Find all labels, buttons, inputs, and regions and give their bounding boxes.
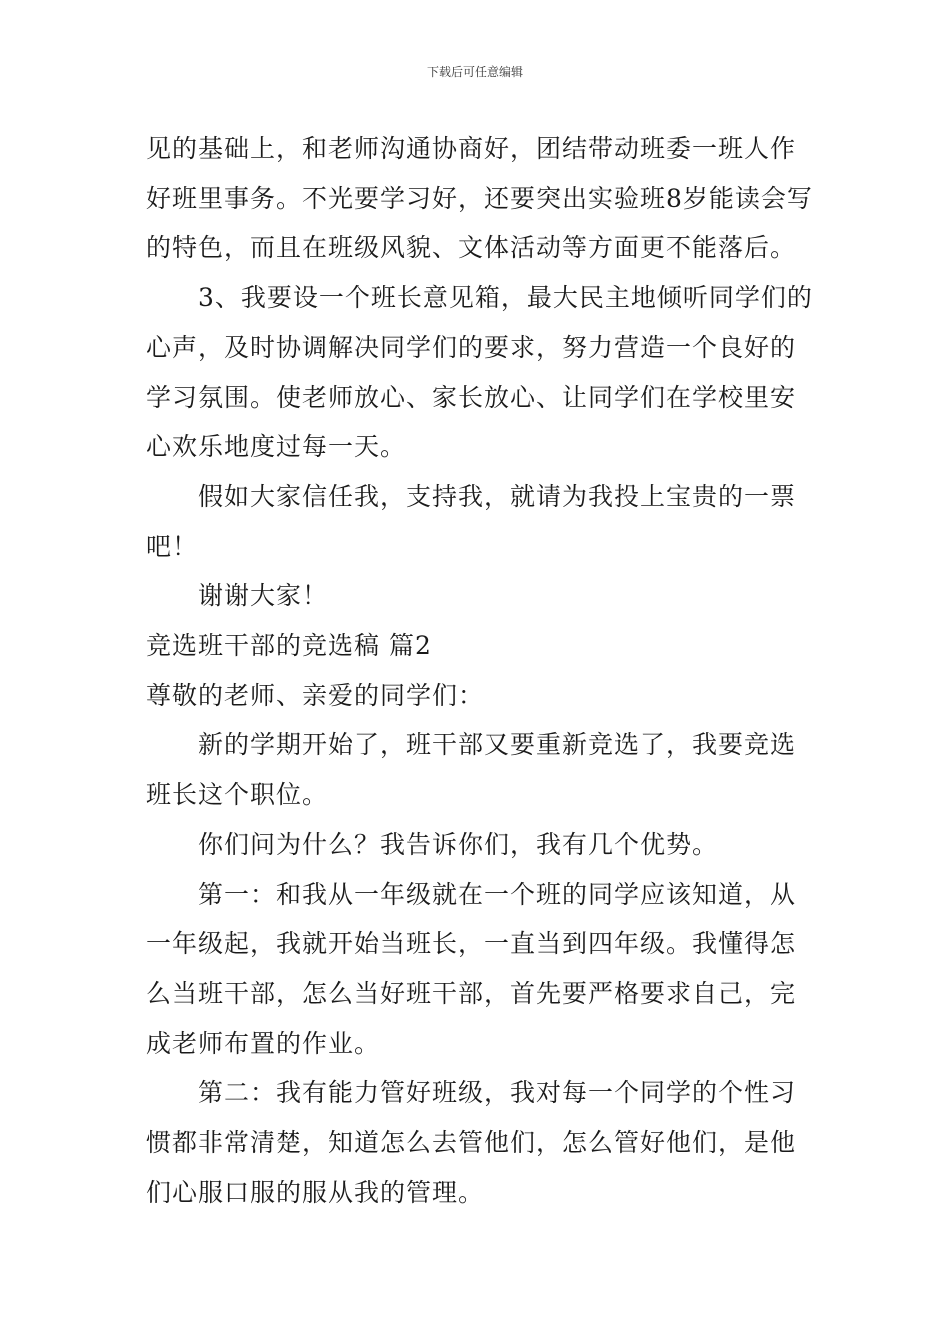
page-header: 下载后可任意编辑 (426, 65, 523, 79)
paragraph (146, 720, 808, 819)
text-line: 你们问为什么？我告诉你们，我有几个优势。 (198, 829, 719, 859)
text-line: 假如大家信任我，支持我，就请为我投上宝贵的一票 (198, 481, 797, 511)
paragraph (146, 870, 808, 1069)
paragraph (146, 273, 813, 472)
text-line: 成老师布置的作业。 (146, 1028, 381, 1058)
text-line: 竞选班干部的竞选稿 篇2 (146, 631, 432, 661)
text-line: 好班里事务。不光要学习好，还要突出实验班8岁能读会写 (146, 183, 813, 213)
text-line: 谢谢大家！ (198, 581, 329, 611)
text-line: 么当班干部，怎么当好班干部，首先要严格要求自己，完 (146, 978, 797, 1008)
text-line: 见的基础上，和老师沟通协商好，团结带动班委一班人作 (146, 134, 797, 163)
text-line: 一年级起，我就开始当班长，一直当到四年级。我懂得怎 (146, 929, 797, 959)
text-line: 第二：我有能力管好班级，我对每一个同学的个性习 (198, 1078, 797, 1108)
paragraph (146, 820, 808, 870)
section-title (146, 621, 808, 671)
text-line: 惯都非常清楚，知道怎么去管他们，怎么管好他们，是他 (146, 1128, 797, 1158)
paragraph (146, 472, 808, 571)
text-line: 尊敬的老师、亲爱的同学们： (146, 680, 485, 710)
paragraph (146, 1068, 808, 1217)
paragraph (146, 124, 813, 273)
text-line: 班长这个职位。 (146, 780, 329, 810)
text-line: 第一：和我从一年级就在一个班的同学应该知道，从 (198, 879, 797, 909)
text-line: 的特色，而且在班级风貌、文体活动等方面更不能落后。 (146, 233, 797, 263)
document-body (146, 124, 813, 1217)
text-line: 3、我要设一个班长意见箱，最大民主地倾听同学们的 (198, 283, 813, 313)
text-line: 学习氛围。使老师放心、家长放心、让同学们在学校里安 (146, 382, 797, 412)
text-line: 新的学期开始了，班干部又要重新竞选了，我要竞选 (198, 730, 797, 760)
salutation (146, 671, 808, 721)
text-line: 们心服口服的服从我的管理。 (146, 1177, 485, 1207)
closing-line (146, 571, 808, 621)
text-line: 吧！ (146, 531, 199, 561)
text-line: 心欢乐地度过每一天。 (146, 432, 407, 462)
text-line: 心声，及时协调解决同学们的要求，努力营造一个良好的 (146, 332, 797, 362)
